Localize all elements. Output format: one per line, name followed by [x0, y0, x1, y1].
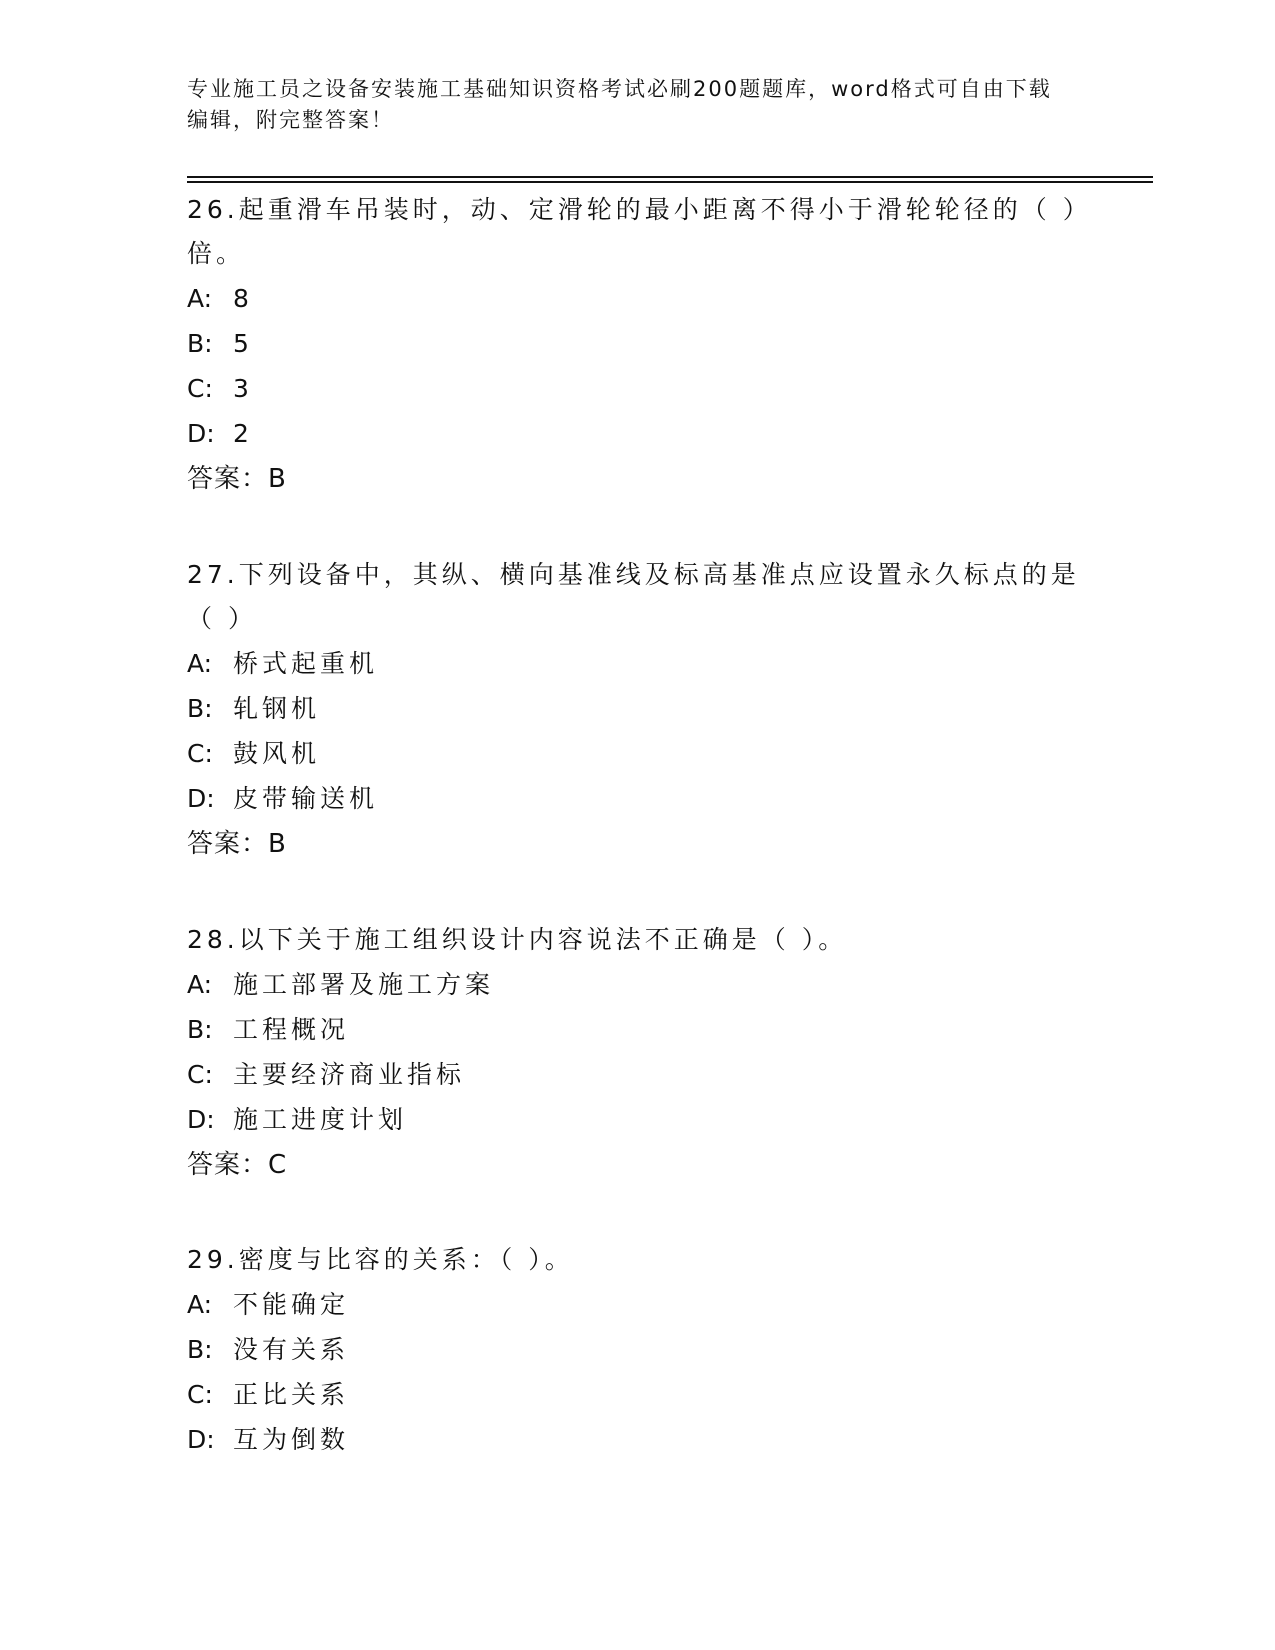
- option-d: [187, 411, 1087, 456]
- option-c: [187, 1372, 1087, 1417]
- option-key: A:: [187, 1290, 213, 1319]
- option-text: 桥式起重机: [233, 649, 379, 678]
- option-text: 鼓风机: [233, 739, 321, 768]
- question-27: [187, 553, 1087, 867]
- option-c: [187, 731, 1087, 776]
- option-d: [187, 1417, 1087, 1462]
- option-key: D:: [187, 784, 215, 813]
- option-d: [187, 776, 1087, 821]
- option-text: 施工部署及施工方案: [233, 970, 495, 999]
- option-a: [187, 1282, 1087, 1327]
- option-a: [187, 641, 1087, 686]
- option-key: A:: [187, 284, 213, 313]
- option-text: 施工进度计划: [233, 1105, 408, 1134]
- option-c: [187, 366, 1087, 411]
- option-b: [187, 1007, 1087, 1052]
- option-text: 5: [233, 329, 253, 358]
- option-a: [187, 276, 1087, 321]
- option-key: C:: [187, 1060, 213, 1089]
- option-text: 2: [233, 419, 253, 448]
- question-stem: 27.下列设备中，其纵、横向基准线及标高基准点应设置永久标点的是（ ）: [187, 560, 1080, 633]
- option-a: [187, 962, 1087, 1007]
- option-key: C:: [187, 374, 213, 403]
- header-rule-bottom: [187, 181, 1153, 183]
- question-29: [187, 1238, 1087, 1462]
- document-header: [187, 74, 1067, 136]
- option-text: 正比关系: [233, 1380, 350, 1409]
- option-key: B:: [187, 1015, 213, 1044]
- option-c: [187, 1052, 1087, 1097]
- question-stem: 26.起重滑车吊装时，动、定滑轮的最小距离不得小于滑轮轮径的（ ）倍。: [187, 195, 1080, 268]
- option-key: D:: [187, 1425, 215, 1454]
- option-key: D:: [187, 419, 215, 448]
- answer-line: 答案：B: [187, 464, 287, 494]
- option-key: A:: [187, 649, 213, 678]
- option-text: 没有关系: [233, 1335, 350, 1364]
- option-text: 8: [233, 284, 253, 313]
- option-b: [187, 321, 1087, 366]
- question-stem: 29.密度与比容的关系：（ ）。: [187, 1245, 574, 1274]
- option-b: [187, 1327, 1087, 1372]
- option-text: 轧钢机: [233, 694, 321, 723]
- option-d: [187, 1097, 1087, 1142]
- answer-line: 答案：B: [187, 829, 287, 859]
- option-key: B:: [187, 1335, 213, 1364]
- option-text: 皮带输送机: [233, 784, 379, 813]
- answer-line: 答案：C: [187, 1150, 288, 1180]
- option-key: C:: [187, 1380, 213, 1409]
- option-key: B:: [187, 329, 213, 358]
- option-text: 主要经济商业指标: [233, 1060, 466, 1089]
- question-stem: 28.以下关于施工组织设计内容说法不正确是（ ）。: [187, 925, 848, 954]
- header-rule-top: [187, 176, 1153, 178]
- question-26: [187, 188, 1087, 502]
- option-text: 不能确定: [233, 1290, 350, 1319]
- option-text: 互为倒数: [233, 1425, 350, 1454]
- header-title: 专业施工员之设备安装施工基础知识资格考试必刷200题题库，word格式可自由下载编辑，附完整答案！: [187, 77, 1052, 132]
- option-key: B:: [187, 694, 213, 723]
- option-key: A:: [187, 970, 213, 999]
- option-key: C:: [187, 739, 213, 768]
- option-key: D:: [187, 1105, 215, 1134]
- option-b: [187, 686, 1087, 731]
- option-text: 3: [233, 374, 253, 403]
- option-text: 工程概况: [233, 1015, 350, 1044]
- question-28: [187, 918, 1087, 1188]
